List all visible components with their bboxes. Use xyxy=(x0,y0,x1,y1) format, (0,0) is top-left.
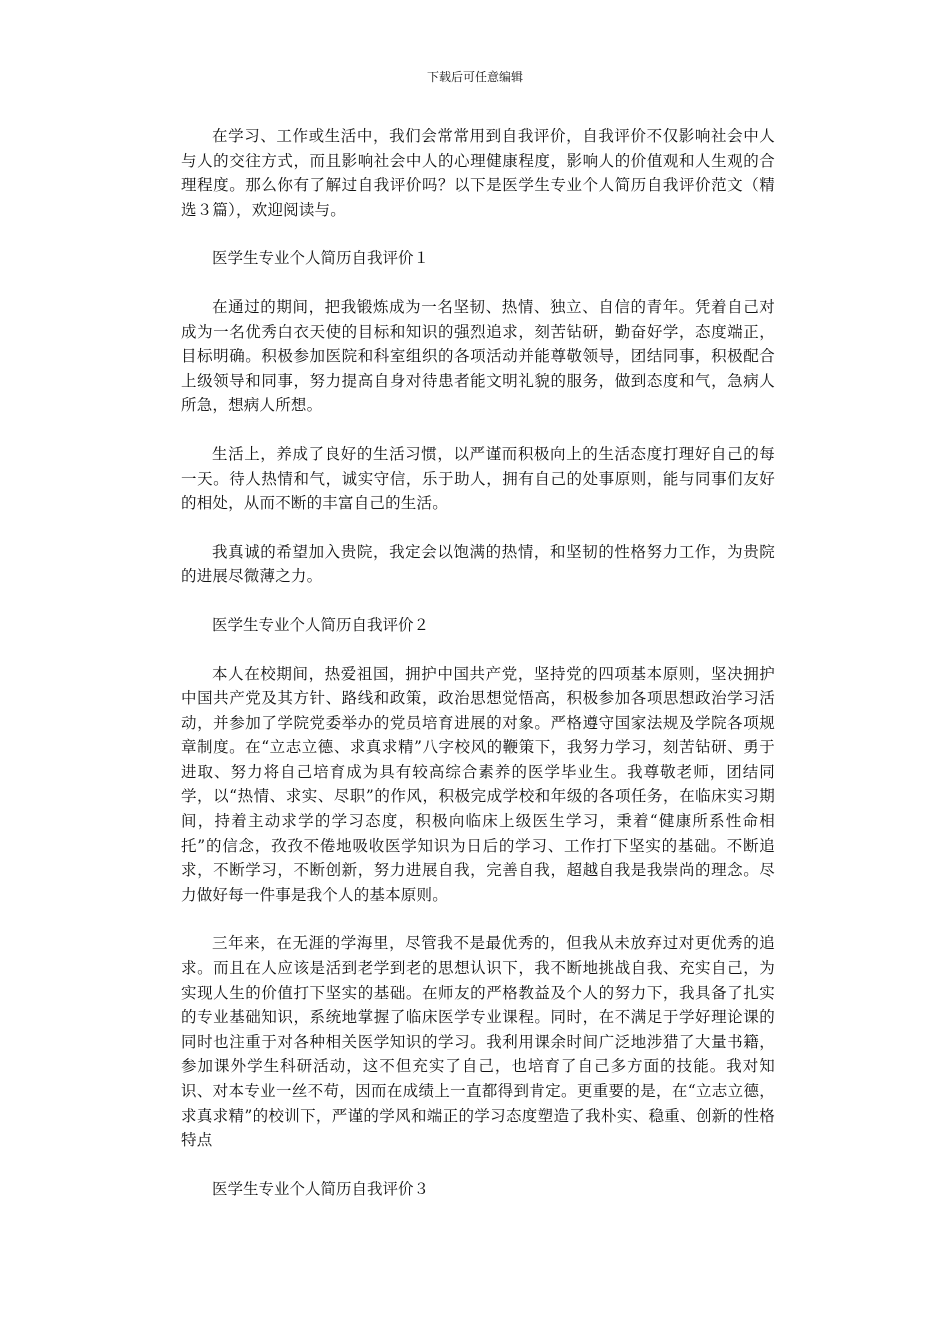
section-3-title: 医学生专业个人简历自我评价３ xyxy=(212,1179,430,1198)
section-1-title: 医学生专业个人简历自我评价１ xyxy=(212,249,430,268)
section-2-title: 医学生专业个人简历自我评价２ xyxy=(212,615,430,634)
page-header-note: 下载后可任意编辑 xyxy=(426,70,523,84)
section-1-paragraph-1: 在通过的期间，把我锻炼成为一名坚韧、热情、独立、自信的青年。凭着自己对成为一名优秀白衣天使的目标和知识的强烈追求，刻苦钻研，勤奋好学，态度端正，目标明确。积极参加医院和科室组织的各项活动并能尊敬领导，团结同事，积极配合上级领导和同事，努力提高自身对待患者能文明礼貌的服务，做到态度和气，急病人所急，想病人所想。 xyxy=(181,297,775,415)
section-2-paragraph-1: 本人在校期间，热爱祖国，拥护中国共产党，坚持党的四项基本原则，坚决拥护中国共产党及其方针、路线和政策，政治思想觉悟高，积极参加各项思想政治学习活动，并参加了学院党委举办的党员培育进展的对象。严格遵守国家法规及学院各项规章制度。在“立志立德、求真求精”八字校风的鞭策下，我努力学习，刻苦钻研、勇于进取、努力将自己培育成为具有较高综合素养的医学毕业生。我尊敬老师，团结同学，以“热情、求实、尽职”的作风，积极完成学校和年级的各项任务，在临床实习期间，持着主动求学的学习态度，积极向临床上级医生学习，秉着“健康所系性命相托”的信念，孜孜不倦地吸收医学知识为日后的学习、工作打下坚实的基础。不断追求，不断学习，不断创新，努力进展自我，完善自我，超越自我是我崇尚的理念。尽力做好每一件事是我个人的基本原则。 xyxy=(181,664,775,904)
section-2-paragraph-2: 三年来，在无涯的学海里，尽管我不是最优秀的，但我从未放弃过对更优秀的追求。而且在人应该是活到老学到老的思想认识下，我不断地挑战自我、充实自己，为实现人生的价值打下坚实的基础。在师友的严格教益及个人的努力下，我具备了扎实的专业基础知识，系统地掌握了临床医学专业课程。同时，在不满足于学好理论课的同时也注重于对各种相关医学知识的学习。我利用课余时间广泛地涉猎了大量书籍，参加课外学生科研活动，这不但充实了自己，也培育了自己多方面的技能。我对知识、对本专业一丝不苟，因而在成绩上一直都得到肯定。更重要的是，在“立志立德，求真求精”的校训下，严谨的学风和端正的学习态度塑造了我朴实、稳重、创新的性格特点 xyxy=(181,934,775,1150)
section-1-paragraph-2: 生活上，养成了良好的生活习惯，以严谨而积极向上的生活态度打理好自己的每一天。待人热情和气，诚实守信，乐于助人，拥有自己的处事原则，能与同事们友好的相处，从而不断的丰富自己的生活。 xyxy=(181,444,775,513)
section-1-paragraph-3: 我真诚的希望加入贵院，我定会以饱满的热情，和坚韧的性格努力工作，为贵院的进展尽微薄之力。 xyxy=(181,542,775,586)
document-body xyxy=(181,124,775,1225)
intro-paragraph: 在学习、工作或生活中，我们会常常用到自我评价，自我评价不仅影响社会中人与人的交往方式，而且影响社会中人的心理健康程度，影响人的价值观和人生观的合理程度。那么你有了解过自我评价吗？以下是医学生专业个人简历自我评价范文（精选３篇），欢迎阅读与。 xyxy=(181,127,775,219)
